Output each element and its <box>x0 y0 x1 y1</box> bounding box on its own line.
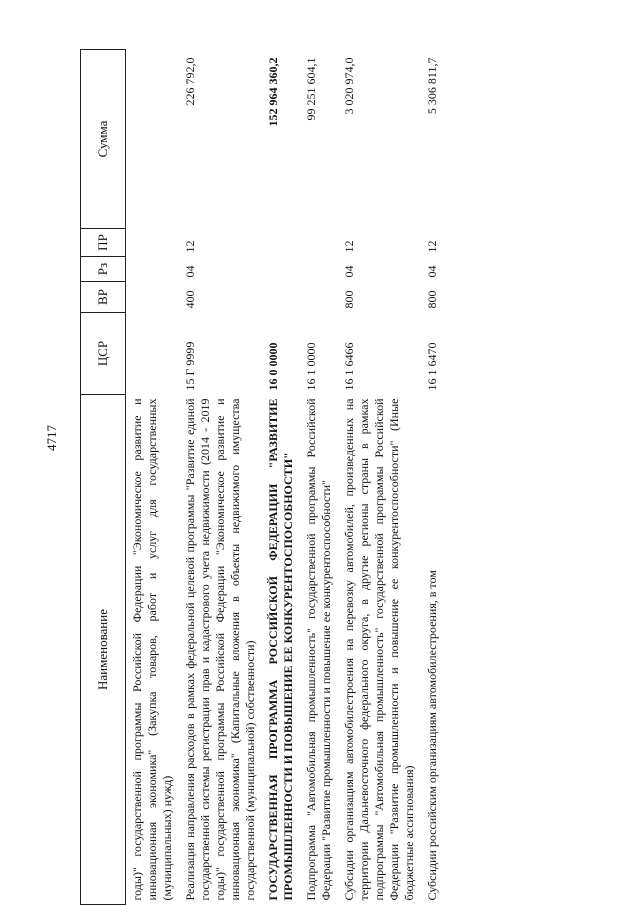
row-name: Реализация направления расходов в рамках федеральной целевой программы "Развитие единой государственной системы регистрации прав и кадастрового учета недвижимости (2014 - 2019 годы)" государственной программы Российской Федерации "Экономическое развитие и инновационная экономика" (Капитальные вложения в объекты недвижимого имущества государственной (муниципальной) собственности) <box>183 398 257 901</box>
row-vr <box>126 282 182 313</box>
header-name: Наименование <box>81 395 126 905</box>
row-rz: 04 <box>425 265 439 278</box>
row-csr: 16 0 0000 <box>266 342 280 391</box>
header-csr: ЦСР <box>81 313 126 395</box>
header-rz: Рз <box>81 257 126 282</box>
row-csr: 16 1 6466 <box>342 342 356 391</box>
row-pr: 12 <box>183 240 197 253</box>
table-row <box>340 50 423 905</box>
budget-table <box>80 49 446 905</box>
row-vr: 800 <box>342 290 356 309</box>
table-row <box>264 50 302 905</box>
row-name: Подпрограмма "Автомобильная промышленность" государственной программы Российской Федерации "Развитие промышленности и повышение ее конкурентоспособности" <box>304 398 333 901</box>
table-row <box>423 50 446 905</box>
row-pr <box>264 229 302 257</box>
row-vr <box>302 282 340 313</box>
row-sum <box>126 50 182 229</box>
row-sum: 226 792,0 <box>183 57 197 106</box>
table-row <box>181 50 264 905</box>
table-row <box>126 50 182 905</box>
row-rz <box>264 257 302 282</box>
header-sum: Сумма <box>81 50 126 229</box>
row-csr <box>126 313 182 395</box>
page-number: 4717 <box>44 425 59 451</box>
row-name: годы)" государственной программы Российской Федерации "Экономическое развитие и инновационная экономика" (Закупка товаров, работ и услуг для государственных (муниципальных) нужд) <box>130 398 174 901</box>
row-vr: 800 <box>425 290 439 309</box>
row-rz <box>126 257 182 282</box>
row-pr: 12 <box>342 240 356 253</box>
rotated-page <box>80 50 615 905</box>
row-vr <box>264 282 302 313</box>
row-sum: 3 020 974,0 <box>342 57 356 115</box>
table-row <box>302 50 340 905</box>
table-header-row <box>81 50 126 905</box>
header-vr: ВР <box>81 282 126 313</box>
row-csr: 16 1 0000 <box>304 342 318 391</box>
row-csr: 15 Г 9999 <box>183 341 197 391</box>
row-name: Субсидии российским организациям автомобилестроения, в том <box>425 570 439 901</box>
row-sum: 5 306 811,7 <box>425 57 439 115</box>
row-sum: 99 251 604,1 <box>304 57 318 121</box>
row-pr <box>302 229 340 257</box>
row-csr: 16 1 6470 <box>425 342 439 391</box>
header-pr: ПР <box>81 229 126 257</box>
row-rz <box>302 257 340 282</box>
row-rz: 04 <box>183 265 197 278</box>
row-pr: 12 <box>425 240 439 253</box>
row-rz: 04 <box>342 265 356 278</box>
row-name: Субсидии организациям автомобилестроения на перевозку автомобилей, произведенных на территории Дальневосточного федерального округа, в другие регионы страны в рамках подпрограммы "Автомобильная промышленность" государственной программы Российской Федерации "Развитие промышленности и повышение ее конкурентоспособности" (Иные бюджетные ассигнования) <box>342 398 416 901</box>
row-sum: 152 964 360,2 <box>266 57 280 127</box>
row-name: ГОСУДАРСТВЕННАЯ ПРОГРАММА РОССИЙСКОЙ ФЕДЕРАЦИИ "РАЗВИТИЕ ПРОМЫШЛЕННОСТИ И ПОВЫШЕНИЕ ЕЕ КОНКУРЕНТОСПОСОБНОСТИ" <box>266 398 295 901</box>
row-pr <box>126 229 182 257</box>
row-vr: 400 <box>183 290 197 309</box>
